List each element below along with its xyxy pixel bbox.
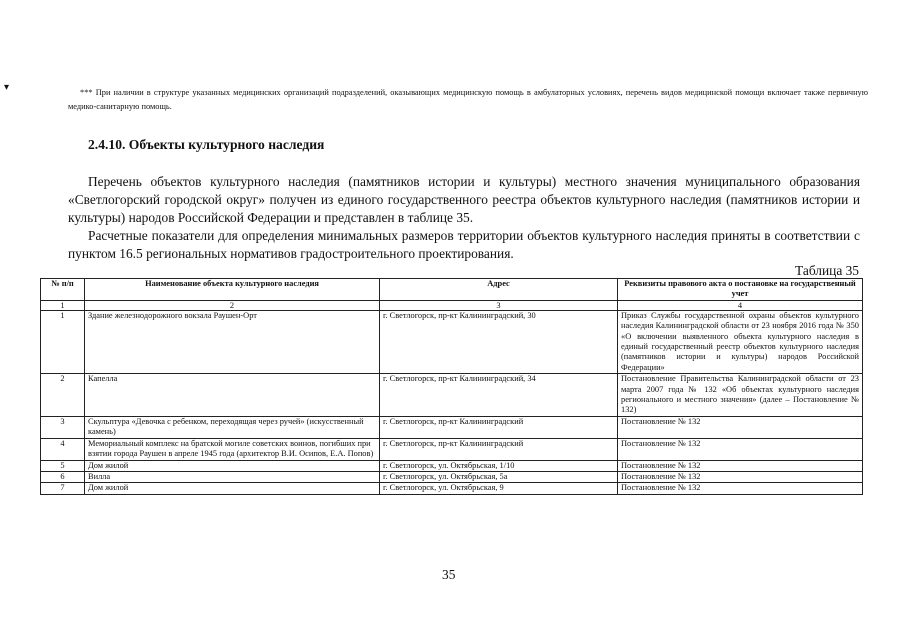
object-address: г. Светлогорск, пр-кт Калининградский, 34 xyxy=(380,374,618,417)
margin-mark: ▾ xyxy=(4,82,10,93)
page-number: 35 xyxy=(442,567,456,582)
object-address: г. Светлогорск, ул. Октябрьская, 5а xyxy=(380,471,618,482)
row-number: 1 xyxy=(41,310,85,373)
row-number: 4 xyxy=(41,438,85,460)
column-number: 1 xyxy=(41,300,85,310)
table-row xyxy=(41,416,863,438)
object-address: г. Светлогорск, пр-кт Калининградский xyxy=(380,416,618,438)
legal-act: Приказ Службы государственной охраны объектов культурного наследия Калининградской области от 23 ноября 2016 года № 350 «О включении выявленного объекта культурного наследия в единый государственный реестр объектов культурного наследия (памятников истории и культуры) народов Российской Федерации» xyxy=(618,310,863,373)
object-address: г. Светлогорск, ул. Октябрьская, 1/10 xyxy=(380,460,618,471)
header-object-name: Наименование объекта культурного наследия xyxy=(85,279,380,301)
object-address: г. Светлогорск, пр-кт Калининградский xyxy=(380,438,618,460)
legal-act: Постановление № 132 xyxy=(618,416,863,438)
row-number: 2 xyxy=(41,374,85,417)
table-row xyxy=(41,471,863,482)
object-name: Дом жилой xyxy=(85,460,380,471)
column-number: 2 xyxy=(85,300,380,310)
object-name: Здание железнодорожного вокзала Раушен-Орт xyxy=(85,310,380,373)
legal-act: Постановление № 132 xyxy=(618,438,863,460)
section-heading: 2.4.10. Объекты культурного наследия xyxy=(88,137,325,152)
object-address: г. Светлогорск, пр-кт Калининградский, 30 xyxy=(380,310,618,373)
object-address: г. Светлогорск, ул. Октябрьская, 9 xyxy=(380,483,618,494)
column-number: 3 xyxy=(380,300,618,310)
table-row xyxy=(41,438,863,460)
footnote: *** При наличии в структуре указанных медицинских организаций подразделений, оказывающих медицинскую помощь в амбулаторных условиях, перечень видов медицинской помощи включает также первичную медико-санитарную помощь. xyxy=(68,88,868,111)
legal-act: Постановление № 132 xyxy=(618,471,863,482)
row-number: 6 xyxy=(41,471,85,482)
table-header-row xyxy=(41,279,863,301)
legal-act: Постановление № 132 xyxy=(618,460,863,471)
column-number: 4 xyxy=(618,300,863,310)
legal-act: Постановление № 132 xyxy=(618,483,863,494)
table-row xyxy=(41,374,863,417)
header-number: № п/п xyxy=(41,279,85,301)
object-name: Дом жилой xyxy=(85,483,380,494)
table-row xyxy=(41,310,863,373)
row-number: 5 xyxy=(41,460,85,471)
legal-act: Постановление Правительства Калининградской области от 23 марта 2007 года № 132 «Об объектах культурного наследия регионального и местного значения» (далее – Постановление № 132) xyxy=(618,374,863,417)
row-number: 7 xyxy=(41,483,85,494)
paragraph: Расчетные показатели для определения минимальных размеров территории объектов культурного наследия приняты в соответствии с пунктом 16.5 региональных нормативов градостроительного проектирования. xyxy=(68,228,860,261)
heritage-objects-table xyxy=(40,278,863,495)
object-name: Вилла xyxy=(85,471,380,482)
table-row xyxy=(41,483,863,494)
object-name: Скульптура «Девочка с ребенком, переходящая через ручей» (искусственный камень) xyxy=(85,416,380,438)
object-name: Капелла xyxy=(85,374,380,417)
table-caption: Таблица 35 xyxy=(795,263,859,278)
table-row xyxy=(41,460,863,471)
header-address: Адрес xyxy=(380,279,618,301)
column-number-row xyxy=(41,300,863,310)
row-number: 3 xyxy=(41,416,85,438)
paragraph: Перечень объектов культурного наследия (памятников истории и культуры) местного значения муниципального образования «Светлогорский городской округ» получен из единого государственного реестра объектов культурного наследия (памятников истории и культуры) народов Российской Федерации и представлен в таблице 35. xyxy=(68,174,860,225)
object-name: Мемориальный комплекс на братской могиле советских воинов, погибших при взятии города Раушен в апреле 1945 года (архитектор В.И. Осипов, Е.А. Попов) xyxy=(85,438,380,460)
header-legal-act: Реквизиты правового акта о постановке на государственный учет xyxy=(618,279,863,301)
